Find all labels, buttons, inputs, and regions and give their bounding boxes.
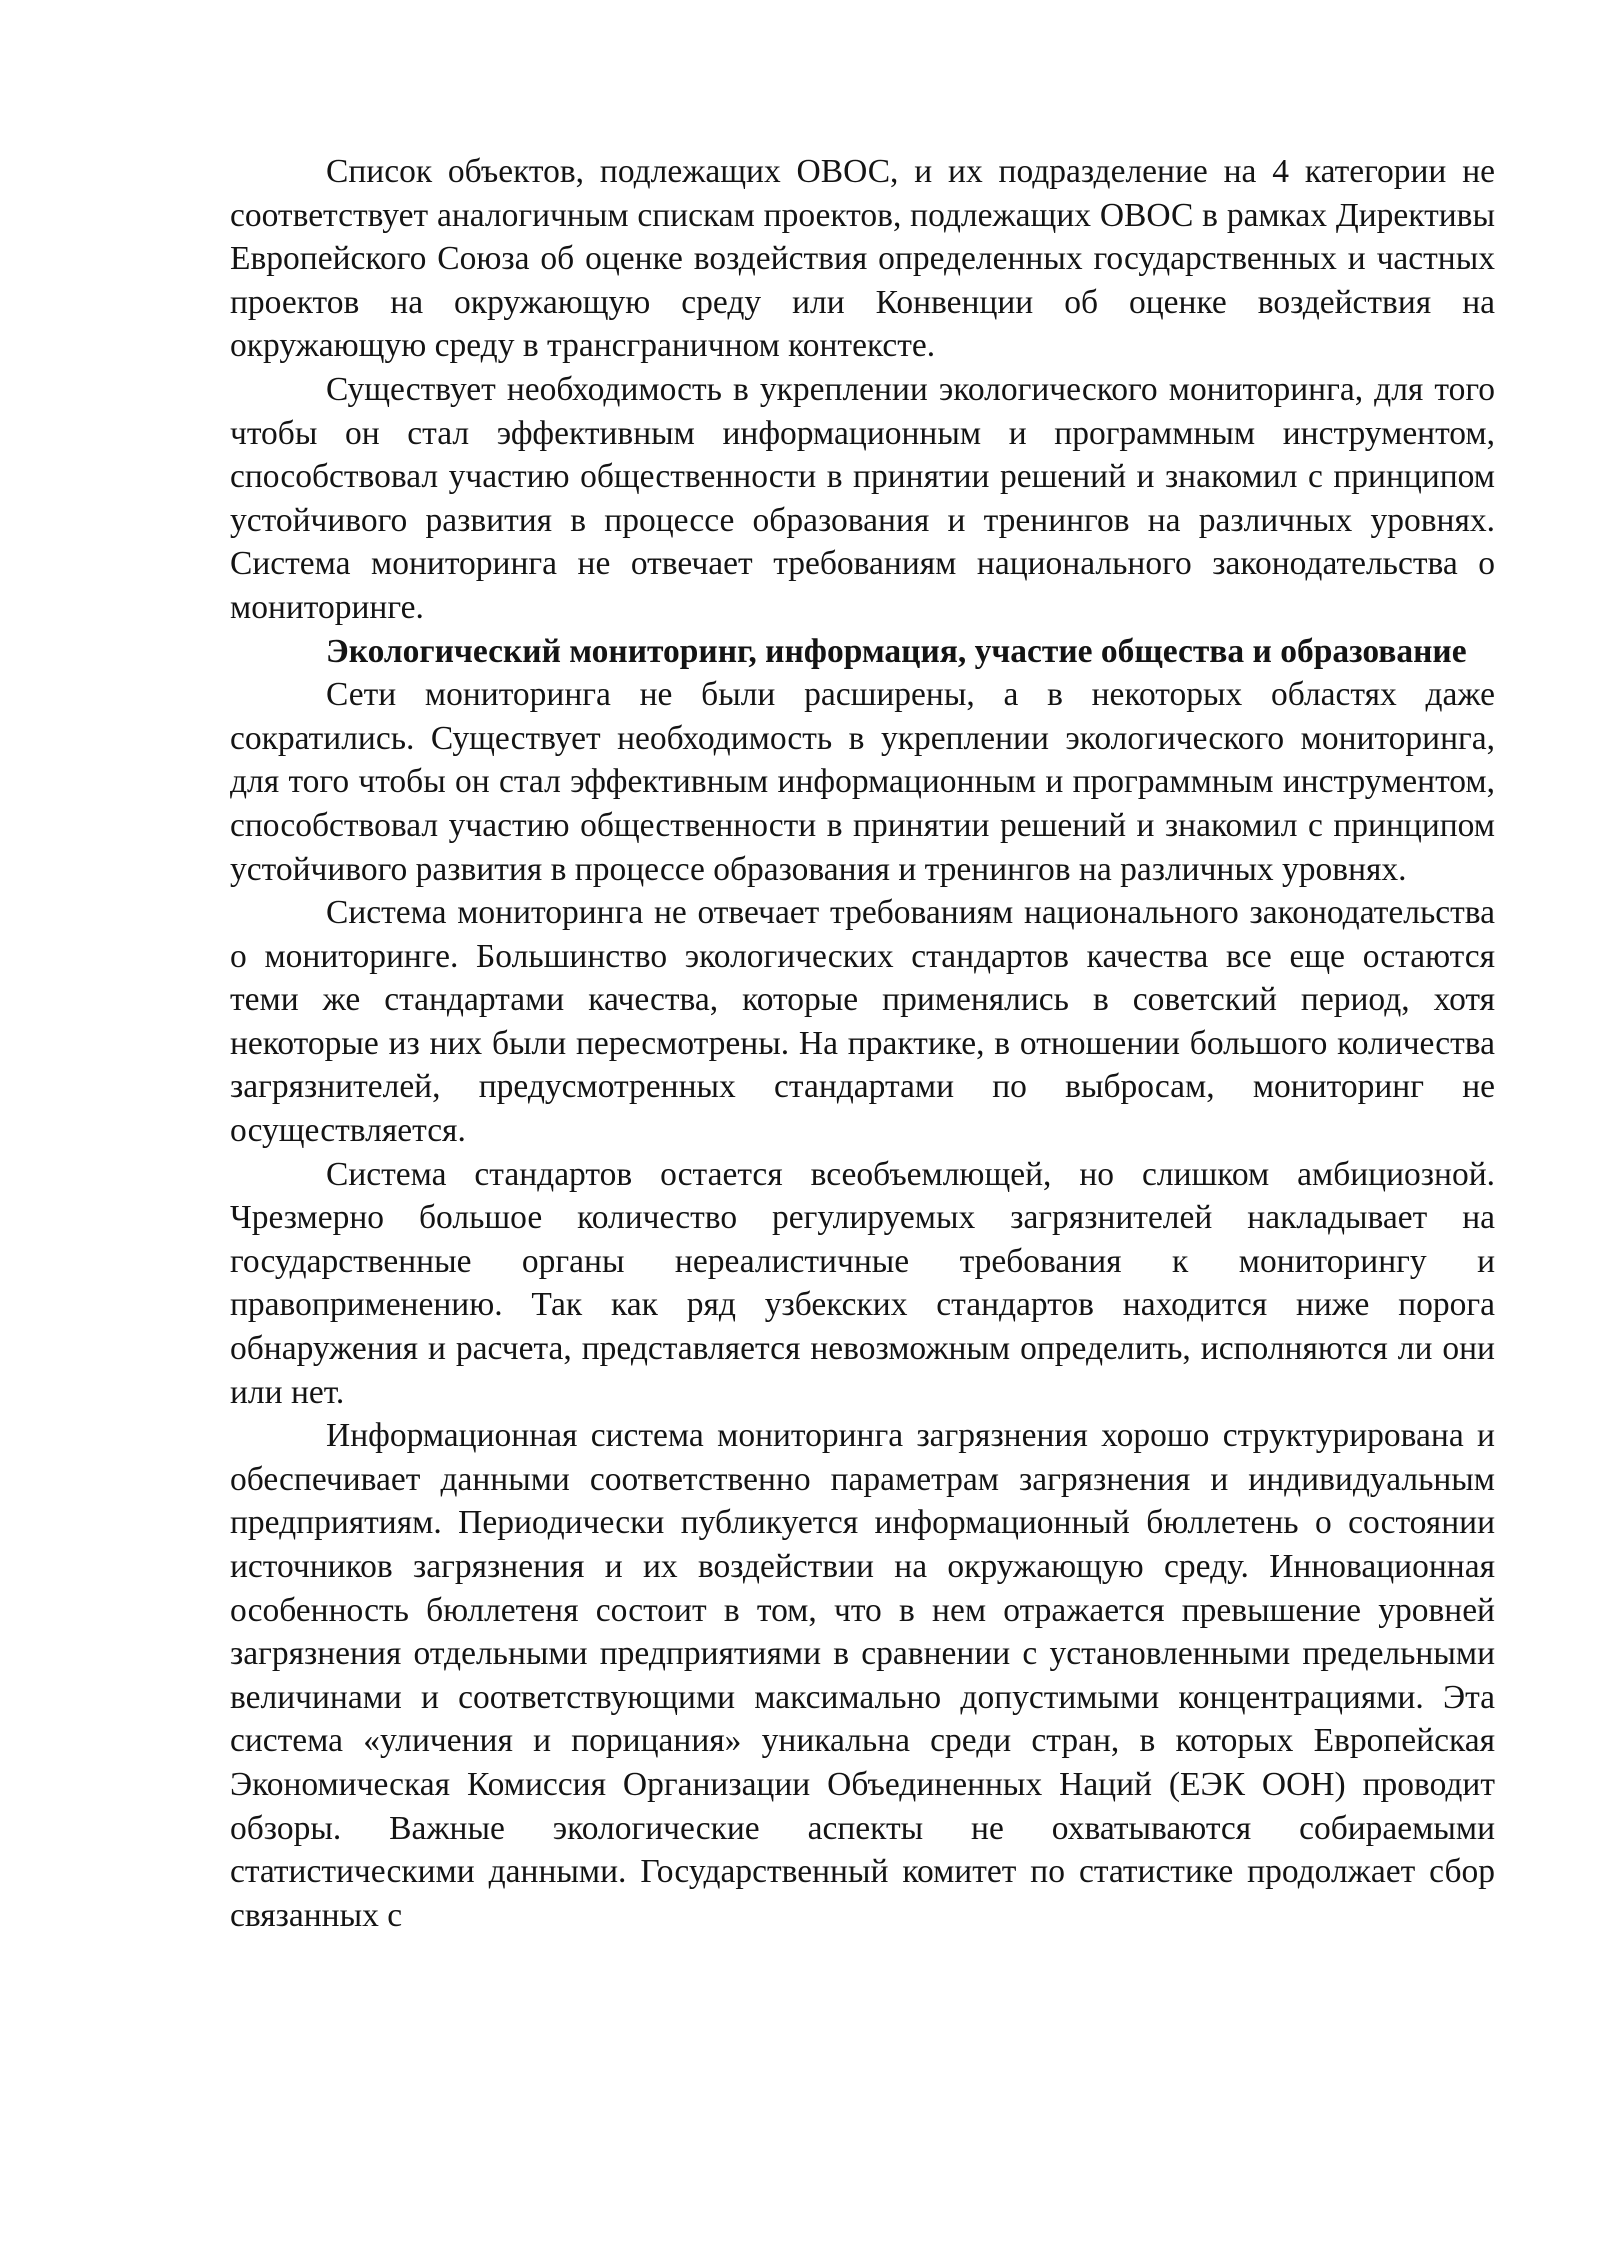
document-page [230,150,1495,1937]
paragraph-standards-system: Система стандартов остается всеобъемлющей, но слишком амбициозной. Чрезмерно большое количество регулируемых загрязнителей накладывает на государственные органы нереалистичные требования к мониторингу и правоприменению. Так как ряд узбекских стандартов находится ниже порога обнаружения и расчета, представляется невозможным определить, исполняются ли они или нет. [230,1155,1495,1411]
paragraph-monitoring-system: Система мониторинга не отвечает требованиям национального законодательства о мониторинге. Большинство экологических стандартов качества все еще остаются теми же стандартами качества, которые применялись в советский период, хотя некоторые из них были пересмотрены. На практике, в отношении большого количества загрязнителей, предусмотренных стандартами по выбросам, мониторинг не осуществляется. [230,894,1495,1150]
section-heading: Экологический мониторинг, информация, участие общества и образование [326,632,1467,670]
paragraph-monitoring-networks: Сети мониторинга не были расширены, а в некоторых областях даже сократились. Существует необходимость в укреплении экологического мониторинга, для того чтобы он стал эффективным информационным и программным инструментом, способствовал участию общественности в принятии решений и знакомил с принципом устойчивого развития в процессе образования и тренингов на различных уровнях. [230,676,1495,888]
paragraph-information-system: Информационная система мониторинга загрязнения хорошо структурирована и обеспечивает данными соответственно параметрам загрязнения и индивидуальным предприятиям. Периодически публикуется информационный бюллетень о состоянии источников загрязнения и их воздействии на окружающую среду. Инновационная особенность бюллетеня состоит в том, что в нем отражается превышение уровней загрязнения отдельными предприятиями в сравнении с установленными предельными величинами и соответствующими максимально допустимыми концентрациями. Эта система «уличения и порицания» уникальна среди стран, в которых Европейская Экономическая Комиссия Организации Объединенных Наций (ЕЭК ООН) проводит обзоры. Важные экологические аспекты не охватываются собираемыми статистическими данными. Государственный комитет по статистике продолжает сбор связанных с [230,1417,1495,1934]
paragraph-monitoring-need: Существует необходимость в укреплении экологического мониторинга, для того чтобы он стал эффективным информационным и программным инструментом, способствовал участию общественности в принятии решений и знакомил с принципом устойчивого развития в процессе образования и тренингов на различных уровнях. Система мониторинга не отвечает требованиям национального законодательства о мониторинге. [230,370,1495,626]
paragraph-ovos-list: Список объектов, подлежащих ОВОС, и их подразделение на 4 категории не соответствует аналогичным спискам проектов, подлежащих ОВОС в рамках Директивы Европейского Союза об оценке воздействия определенных государственных и частных проектов на окружающую среду или Конвенции об оценке воздействия на окружающую среду в трансграничном контексте. [230,153,1495,365]
